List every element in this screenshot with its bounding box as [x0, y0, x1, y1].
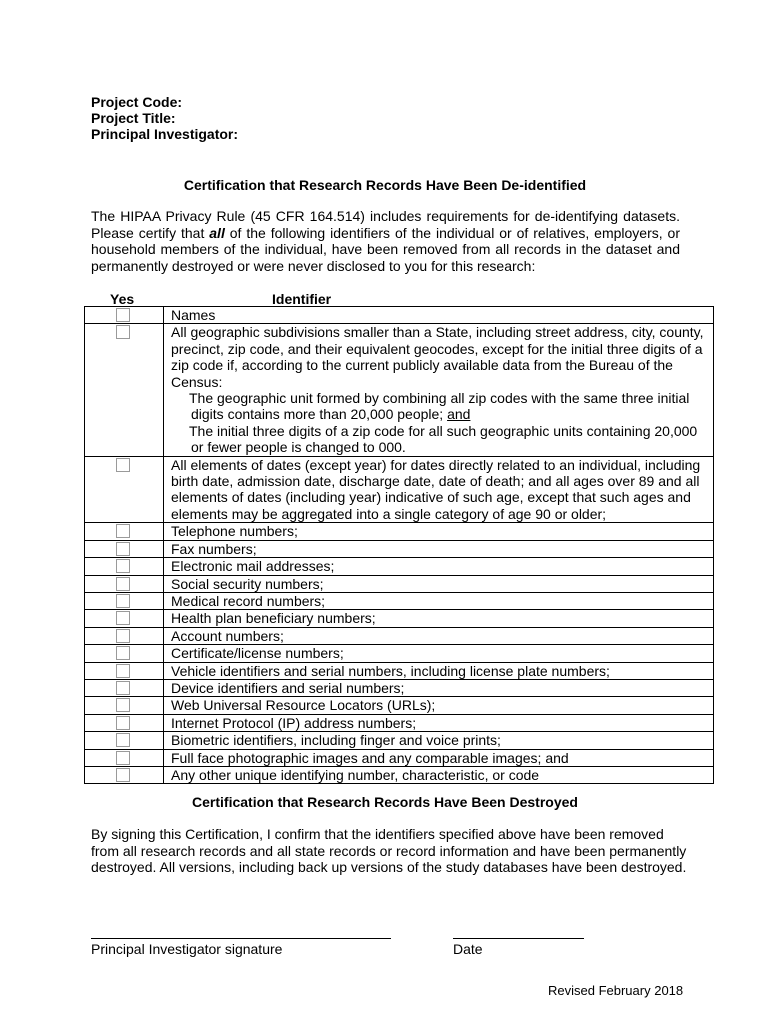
identifier-item: Account numbers;: [164, 627, 714, 644]
intro-text-part2: of the following identifiers of the individual or of relatives, employers, or household members of the individual, have been removed from all records in the dataset and permanently destroyed or were never disclosed to you for this research:: [91, 224, 680, 274]
checkbox-account[interactable]: [116, 629, 130, 643]
yes-cell: [85, 592, 164, 609]
table-row: [85, 324, 714, 456]
yes-cell: [85, 749, 164, 766]
table-row: [85, 540, 714, 557]
checkbox-telephone[interactable]: [116, 524, 130, 538]
project-title-label: Project Title:: [91, 110, 176, 126]
geographic-condition-2a: The initial three digits of a zip code for all such geographic units containing 20,000: [189, 422, 698, 439]
identifier-item: Electronic mail addresses;: [164, 558, 714, 575]
table-row: [85, 307, 714, 324]
identifier-geographic: [164, 324, 714, 456]
checkbox-geographic[interactable]: [116, 325, 130, 339]
table-row: [85, 592, 714, 609]
yes-cell: [85, 662, 164, 679]
table-row: [85, 558, 714, 575]
identifier-item: Telephone numbers;: [164, 523, 714, 540]
checkbox-photo[interactable]: [116, 751, 130, 765]
yes-cell: [85, 456, 164, 523]
table-row: [85, 714, 714, 731]
identifier-names: Names: [164, 307, 714, 324]
checkbox-email[interactable]: [116, 559, 130, 573]
table-row: [85, 749, 714, 766]
identifier-item: Internet Protocol (IP) address numbers;: [164, 714, 714, 731]
date-label: Date: [453, 941, 483, 957]
geographic-condition-2b: or fewer people is changed to 000.: [191, 439, 406, 456]
column-header-identifier: Identifier: [272, 291, 332, 307]
identifier-item: Social security numbers;: [164, 575, 714, 592]
table-row: [85, 575, 714, 592]
identifier-item: Biometric identifiers, including finger and voice prints;: [164, 732, 714, 749]
intro-text-part1: The HIPAA Privacy Rule (45 CFR 164.514) includes requirements for de-identifying datasets. Please certify that: [91, 208, 680, 241]
geographic-condition-1b-text: digits contains more than 20,000 people;: [191, 406, 448, 423]
table-row: [85, 679, 714, 696]
identifier-item: Any other unique identifying number, characteristic, or code: [164, 766, 714, 783]
table-row: [85, 610, 714, 627]
yes-cell: [85, 307, 164, 324]
checkbox-certificate[interactable]: [116, 646, 130, 660]
geographic-condition-1a: The geographic unit formed by combining all zip codes with the same three initial: [189, 390, 690, 407]
checkbox-vehicle[interactable]: [116, 664, 130, 678]
table-row: [85, 732, 714, 749]
identifier-item: Medical record numbers;: [164, 592, 714, 609]
yes-cell: [85, 558, 164, 575]
yes-cell: [85, 575, 164, 592]
pi-signature-label: Principal Investigator signature: [91, 941, 283, 957]
geographic-and: and: [447, 406, 471, 423]
table-row: [85, 697, 714, 714]
identifier-dates: All elements of dates (except year) for dates directly related to an individual, including birth date, admission date, discharge date, date of death; and all ages over 89 and all elements of dates (including year) indicative of such age, except that such ages and elements may be aggregated into a single category of age 90 or older;: [164, 456, 714, 523]
checkbox-device[interactable]: [116, 681, 130, 695]
yes-cell: [85, 610, 164, 627]
yes-cell: [85, 540, 164, 557]
checkbox-biometric[interactable]: [116, 733, 130, 747]
identifier-item: Certificate/license numbers;: [164, 645, 714, 662]
revised-date: Revised February 2018: [548, 983, 684, 998]
identifier-item: Web Universal Resource Locators (URLs);: [164, 697, 714, 714]
yes-cell: [85, 645, 164, 662]
geographic-condition-1b: [171, 406, 705, 422]
table-row: [85, 456, 714, 523]
checkbox-health-plan[interactable]: [116, 611, 130, 625]
identifier-item: Fax numbers;: [164, 540, 714, 557]
identifier-item: Vehicle identifiers and serial numbers, including license plate numbers;: [164, 662, 714, 679]
yes-cell: [85, 732, 164, 749]
pi-signature-line[interactable]: [91, 938, 391, 939]
yes-cell: [85, 523, 164, 540]
hipaa-intro-paragraph: [91, 208, 680, 274]
checkbox-other-unique[interactable]: [116, 768, 130, 782]
checkbox-medical-record[interactable]: [116, 594, 130, 608]
checkbox-ssn[interactable]: [116, 577, 130, 591]
destroyed-certification-body: By signing this Certification, I confirm that the identifiers specified above have been removed from all research records and all state records or record information and have been permanently destroyed. All versions, including back up versions of the study databases have been destroyed.: [91, 826, 687, 875]
yes-cell: [85, 324, 164, 456]
principal-investigator-label: Principal Investigator:: [91, 126, 239, 142]
intro-emphasis: all: [209, 224, 225, 241]
checkbox-fax[interactable]: [116, 542, 130, 556]
table-row: [85, 523, 714, 540]
identifier-item: Health plan beneficiary numbers;: [164, 610, 714, 627]
geographic-main-text: All geographic subdivisions smaller than a State, including street address, city, county, precinct, zip code, and their equivalent geocodes, except for the initial three digits of a zip code if, according to the current publicly available data from the Bureau of the Census:: [171, 324, 704, 390]
yes-cell: [85, 679, 164, 696]
yes-cell: [85, 714, 164, 731]
identifier-table: [84, 306, 714, 784]
table-row: [85, 662, 714, 679]
destroyed-certification-title: Certification that Research Records Have Been Destroyed: [192, 794, 578, 810]
deidentified-certification-title: Certification that Research Records Have Been De-identified: [183, 177, 587, 193]
yes-cell: [85, 697, 164, 714]
table-row: [85, 645, 714, 662]
column-header-yes: Yes: [110, 291, 135, 307]
yes-cell: [85, 627, 164, 644]
checkbox-url[interactable]: [116, 698, 130, 712]
project-code-label: Project Code:: [91, 94, 183, 110]
identifier-item: Full face photographic images and any comparable images; and: [164, 749, 714, 766]
identifier-item: Device identifiers and serial numbers;: [164, 679, 714, 696]
table-row: [85, 627, 714, 644]
checkbox-dates[interactable]: [116, 458, 130, 472]
yes-cell: [85, 766, 164, 783]
checkbox-ip[interactable]: [116, 716, 130, 730]
date-line[interactable]: [453, 938, 584, 939]
table-row: [85, 766, 714, 783]
checkbox-names[interactable]: [116, 308, 130, 322]
